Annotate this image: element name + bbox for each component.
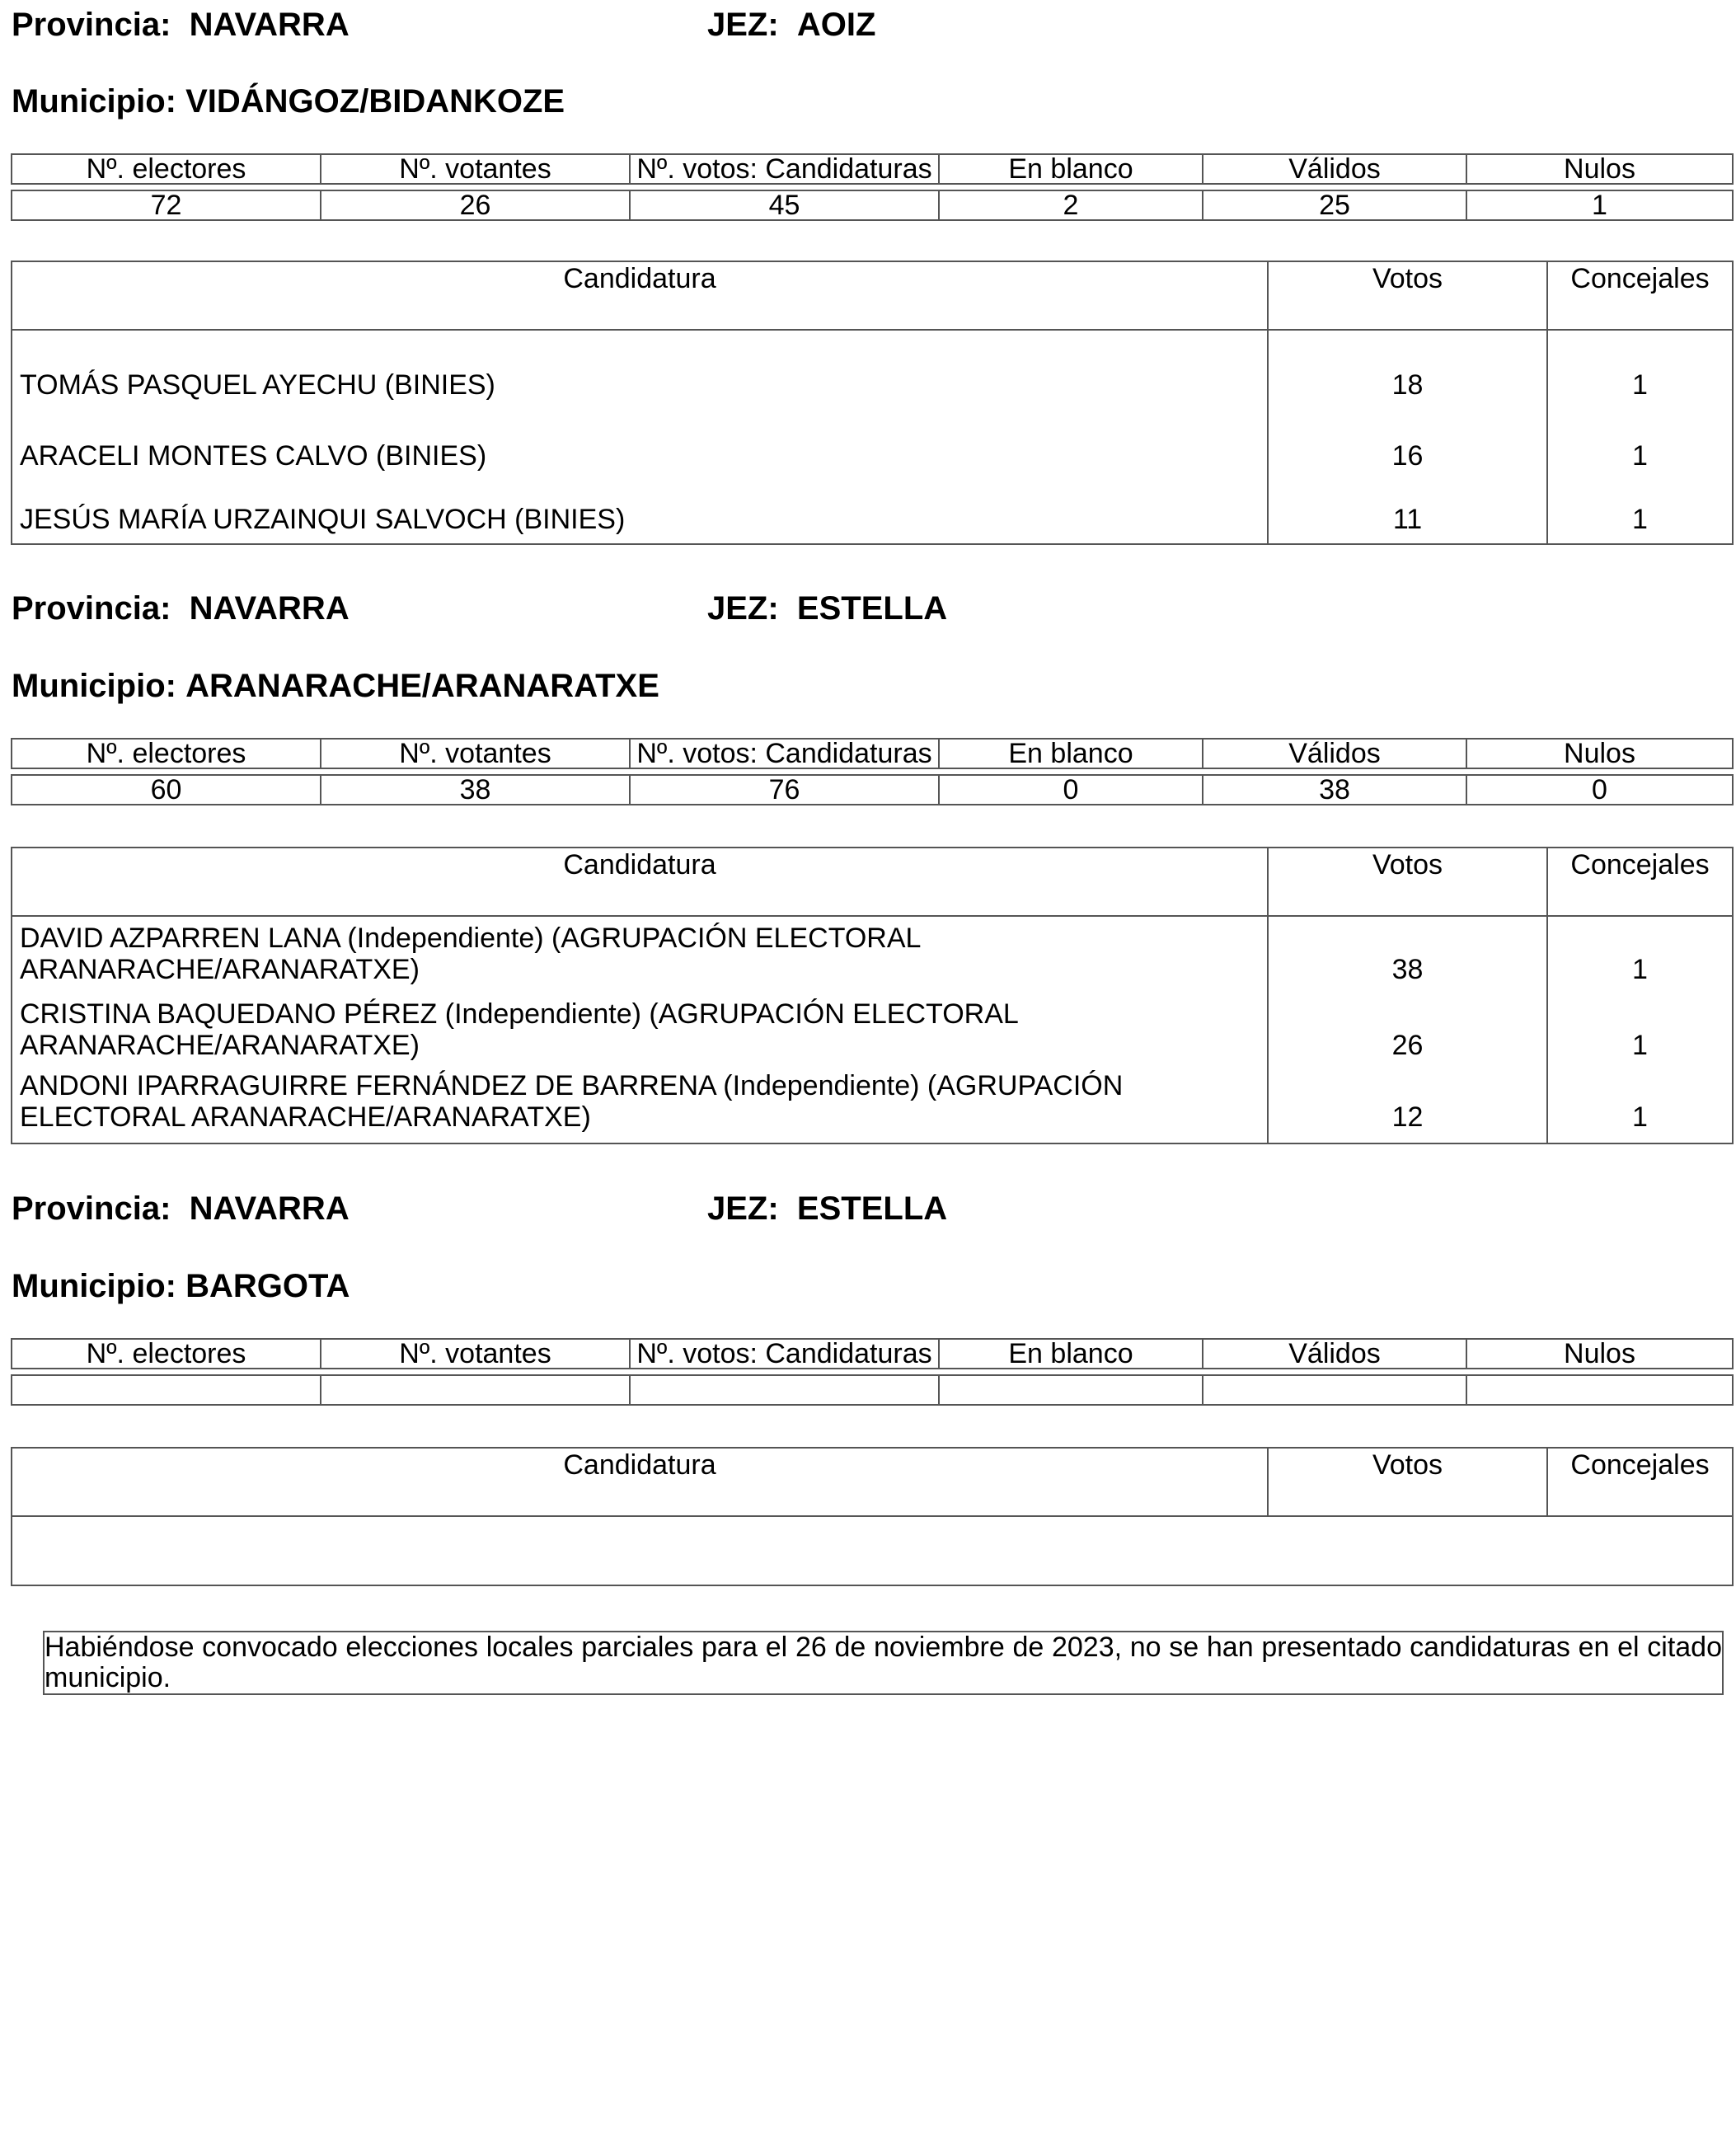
jez-value: ESTELLA <box>796 590 948 627</box>
stats-header-validos: Válidos <box>1203 154 1466 184</box>
provincia-label: Provincia: <box>12 1190 171 1227</box>
stats-header-electores: Nº. electores <box>12 1339 321 1369</box>
candidate-concejales: 1 <box>1547 992 1733 1068</box>
stats-header-votantes: Nº. votantes <box>321 1339 630 1369</box>
candidate-votos: 18 <box>1268 330 1547 401</box>
stats-header-validos: Válidos <box>1203 1339 1466 1369</box>
table-row <box>12 401 1733 472</box>
cand-header-candidatura: Candidatura <box>12 1448 1268 1516</box>
table-row <box>12 472 1733 544</box>
candidate-concejales: 1 <box>1547 916 1733 992</box>
stats-header-nulos: Nulos <box>1466 1339 1733 1369</box>
jez-label: JEZ: <box>707 7 779 43</box>
empty-candidates-row <box>12 1516 1733 1585</box>
table-row <box>12 1516 1733 1585</box>
stats-header-votos-candidaturas: Nº. votos: Candidaturas <box>630 739 939 768</box>
candidate-name-line: ANDONI IPARRAGUIRRE FERNÁNDEZ DE BARRENA (Independiente) (AGRUPACIÓN <box>20 1070 1124 1101</box>
stats-en-blanco: 2 <box>939 190 1203 220</box>
provincia-value: NAVARRA <box>189 590 350 627</box>
stats-header-nulos: Nulos <box>1466 739 1733 768</box>
candidate-votos: 38 <box>1268 916 1547 992</box>
stats-header-validos: Válidos <box>1203 739 1466 768</box>
candidate-name-line: CRISTINA BAQUEDANO PÉREZ (Independiente) (AGRUPACIÓN ELECTORAL <box>20 998 1019 1030</box>
stats-header-en-blanco: En blanco <box>939 1339 1203 1369</box>
stats-validos: 38 <box>1203 775 1466 805</box>
table-row <box>12 1068 1733 1143</box>
municipio-label: Municipio: <box>12 1268 176 1304</box>
stats-header-votos-candidaturas: Nº. votos: Candidaturas <box>630 154 939 184</box>
municipio-heading <box>12 1270 350 1303</box>
jez-heading <box>707 1192 947 1225</box>
candidates-table <box>11 1447 1734 1586</box>
candidate-votos: 11 <box>1268 472 1547 544</box>
stats-table <box>11 738 1734 805</box>
candidate-name: ARACELI MONTES CALVO (BINIES) <box>12 401 1268 472</box>
jez-value: ESTELLA <box>796 1190 948 1227</box>
provincia-value: NAVARRA <box>189 1190 350 1227</box>
cand-header-candidatura: Candidatura <box>12 848 1268 916</box>
cand-header-votos: Votos <box>1268 261 1547 330</box>
table-row <box>12 992 1733 1068</box>
cand-header-concejales: Concejales <box>1547 1448 1733 1516</box>
candidate-name: JESÚS MARÍA URZAINQUI SALVOCH (BINIES) <box>12 472 1268 544</box>
cand-header-candidatura: Candidatura <box>12 261 1268 330</box>
candidate-concejales: 1 <box>1547 1068 1733 1143</box>
stats-votantes: 38 <box>321 775 630 805</box>
stats-header-en-blanco: En blanco <box>939 154 1203 184</box>
candidate-name: TOMÁS PASQUEL AYECHU (BINIES) <box>12 330 1268 401</box>
table-row <box>12 330 1733 401</box>
stats-en-blanco <box>939 1375 1203 1405</box>
candidate-concejales: 1 <box>1547 401 1733 472</box>
jez-heading <box>707 592 947 625</box>
stats-header-en-blanco: En blanco <box>939 739 1203 768</box>
municipio-heading <box>12 669 659 702</box>
stats-nulos: 0 <box>1466 775 1733 805</box>
candidate-votos: 12 <box>1268 1068 1547 1143</box>
candidate-name <box>12 916 1268 992</box>
provincia-heading <box>12 592 350 625</box>
stats-votantes <box>321 1375 630 1405</box>
jez-label: JEZ: <box>707 1190 779 1227</box>
municipio-value: VIDÁNGOZ/BIDANKOZE <box>185 83 565 120</box>
provincia-heading <box>12 1192 350 1225</box>
jez-heading <box>707 8 875 41</box>
jez-label: JEZ: <box>707 590 779 627</box>
stats-votos-candidaturas <box>630 1375 939 1405</box>
stats-header-votantes: Nº. votantes <box>321 154 630 184</box>
stats-en-blanco: 0 <box>939 775 1203 805</box>
candidate-concejales: 1 <box>1547 472 1733 544</box>
municipio-label: Municipio: <box>12 668 176 704</box>
candidates-table <box>11 261 1734 545</box>
provincia-label: Provincia: <box>12 7 171 43</box>
stats-electores <box>12 1375 321 1405</box>
municipio-value: BARGOTA <box>185 1268 350 1304</box>
candidate-votos: 16 <box>1268 401 1547 472</box>
candidates-table <box>11 847 1734 1144</box>
table-row <box>12 916 1733 992</box>
stats-votantes: 26 <box>321 190 630 220</box>
candidate-name-line: ARANARACHE/ARANARATXE) <box>20 954 420 985</box>
provincia-heading <box>12 8 350 41</box>
stats-validos: 25 <box>1203 190 1466 220</box>
candidate-name <box>12 1068 1268 1143</box>
stats-header-nulos: Nulos <box>1466 154 1733 184</box>
stats-header-votos-candidaturas: Nº. votos: Candidaturas <box>630 1339 939 1369</box>
stats-validos <box>1203 1375 1466 1405</box>
stats-votos-candidaturas: 76 <box>630 775 939 805</box>
stats-header-electores: Nº. electores <box>12 739 321 768</box>
cand-header-concejales: Concejales <box>1547 848 1733 916</box>
stats-header-votantes: Nº. votantes <box>321 739 630 768</box>
cand-header-concejales: Concejales <box>1547 261 1733 330</box>
provincia-value: NAVARRA <box>189 7 350 43</box>
municipio-heading <box>12 85 565 118</box>
stats-electores: 72 <box>12 190 321 220</box>
stats-header-electores: Nº. electores <box>12 154 321 184</box>
cand-header-votos: Votos <box>1268 848 1547 916</box>
candidate-name-line: DAVID AZPARREN LANA (Independiente) (AGRUPACIÓN ELECTORAL <box>20 923 922 954</box>
stats-table <box>11 153 1734 221</box>
municipio-label: Municipio: <box>12 83 176 120</box>
cand-header-votos: Votos <box>1268 1448 1547 1516</box>
stats-electores: 60 <box>12 775 321 805</box>
candidate-name-line: ELECTORAL ARANARACHE/ARANARATXE) <box>20 1101 591 1133</box>
stats-nulos: 1 <box>1466 190 1733 220</box>
candidate-votos: 26 <box>1268 992 1547 1068</box>
municipio-value: ARANARACHE/ARANARATXE <box>185 668 659 704</box>
jez-value: AOIZ <box>796 7 876 43</box>
provincia-label: Provincia: <box>12 590 171 627</box>
stats-table <box>11 1338 1734 1406</box>
stats-votos-candidaturas: 45 <box>630 190 939 220</box>
candidate-name-line: ARANARACHE/ARANARATXE) <box>20 1030 420 1061</box>
no-candidates-note: Habiéndose convocado elecciones locales parciales para el 26 de noviembre de 2023, no se han presentado candidaturas en el citado municipio. <box>45 1632 1722 1693</box>
candidate-concejales: 1 <box>1547 330 1733 401</box>
candidate-name <box>12 992 1268 1068</box>
stats-nulos <box>1466 1375 1733 1405</box>
